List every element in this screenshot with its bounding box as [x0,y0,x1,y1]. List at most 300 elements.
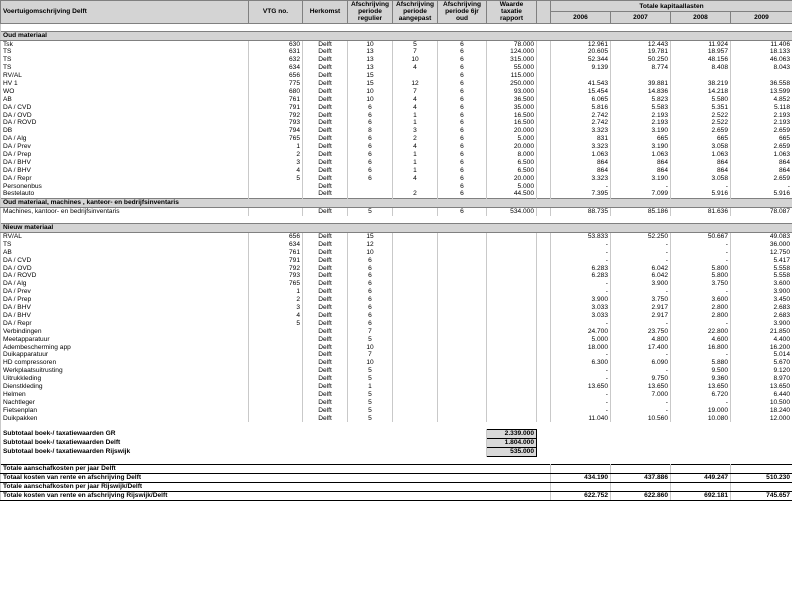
cell-herkomst: Delft [303,112,348,120]
cell-2007: 1.063 [611,151,671,159]
cell-herkomst: Delft [303,328,348,336]
cell-oud [438,407,487,415]
cell-2009: 665 [731,135,792,143]
cell-spacer [537,64,551,72]
blank-row [1,216,792,224]
cell-vtg-no [249,328,303,336]
cell-description: DA / BHV [1,312,249,320]
cell-2009: 5.417 [731,257,792,265]
cell-vtg-no: 4 [249,312,303,320]
cell-2009: - [731,183,792,191]
total-row [1,491,792,500]
cell-waarde [487,249,537,257]
cell-herkomst: Delft [303,48,348,56]
cell-oud [438,383,487,391]
cell-2007: 2.917 [611,304,671,312]
cell-spacer [537,367,551,375]
blank-cell [1,457,792,465]
cell-waarde [487,336,537,344]
table-row [1,96,792,104]
cell-aangepast [393,399,438,407]
cell-description: Bestelauto [1,190,249,198]
blank-row [1,422,792,430]
cell-vtg-no: 793 [249,119,303,127]
cell-waarde [487,265,537,273]
cell-waarde [487,383,537,391]
cell-2006: - [551,288,611,296]
cell-2006: 15.454 [551,88,611,96]
cell-2007: 2.193 [611,119,671,127]
cell-2008: 8.408 [671,64,731,72]
header-description: Voertuigomschrijving Delft [1,1,249,24]
cell-regulier: 13 [348,64,393,72]
cell-2006: 88.735 [551,208,611,216]
cell-oud [438,391,487,399]
cell-vtg-no [249,183,303,191]
table-row [1,127,792,135]
cell-2007: 3.190 [611,127,671,135]
cell-regulier: 15 [348,232,393,240]
total-label: Totale aanschafkosten per jaar Delft [1,465,551,474]
total-value: 510.230 [731,473,792,482]
cell-waarde: 5.000 [487,183,537,191]
subtotal-row [1,430,792,439]
total-value [551,482,611,491]
cell-2007: 52.250 [611,232,671,240]
cell-waarde [487,399,537,407]
cell-oud: 6 [438,80,487,88]
total-value [611,482,671,491]
table-row [1,135,792,143]
cell-2009: 4.400 [731,336,792,344]
section-header [1,224,792,233]
cell-2008: 22.800 [671,328,731,336]
cell-2006: 3.033 [551,304,611,312]
subtotal-value: 535.000 [487,448,537,457]
cell-vtg-no [249,407,303,415]
cell-2007: - [611,367,671,375]
cell-regulier: 6 [348,288,393,296]
cell-herkomst: Delft [303,249,348,257]
cell-aangepast [393,241,438,249]
cell-2006: 52.344 [551,56,611,64]
cell-2007: 9.750 [611,375,671,383]
cell-spacer [537,241,551,249]
cell-waarde: 6.500 [487,159,537,167]
cell-2006: 24.700 [551,328,611,336]
cell-vtg-no: 2 [249,151,303,159]
cell-2007: 50.250 [611,56,671,64]
cell-vtg-no: 775 [249,80,303,88]
cell-2009: 18.133 [731,48,792,56]
cell-waarde: 5.000 [487,135,537,143]
header-year: 2006 [551,12,611,23]
cell-regulier: 6 [348,272,393,280]
cell-2008: 2.522 [671,119,731,127]
cell-2008: 11.924 [671,40,731,48]
cell-spacer [537,167,551,175]
cell-oud: 6 [438,48,487,56]
table-row [1,232,792,240]
cell-2009: 13.599 [731,88,792,96]
cell-herkomst: Delft [303,151,348,159]
cell-vtg-no: 765 [249,135,303,143]
cell-2009: 5.670 [731,359,792,367]
cell-vtg-no: 630 [249,40,303,48]
cell-2006 [551,72,611,80]
cell-2008: 665 [671,135,731,143]
cell-2009: 4.852 [731,96,792,104]
cell-description: TS [1,56,249,64]
cell-oud [438,241,487,249]
cell-2008: 2.522 [671,112,731,120]
table-row [1,280,792,288]
cell-herkomst: Delft [303,175,348,183]
cell-aangepast [393,272,438,280]
cell-2008: 1.063 [671,151,731,159]
cell-2007: - [611,288,671,296]
cell-spacer [537,257,551,265]
cell-2009 [731,72,792,80]
cell-vtg-no: 792 [249,112,303,120]
cell-2007: 19.781 [611,48,671,56]
header-totale-kapitaallasten: Totale kapitaallasten [551,1,792,12]
header-vtg-no: VTG no. [249,1,303,24]
total-row [1,482,792,491]
cell-2007 [611,72,671,80]
cell-regulier: 10 [348,359,393,367]
table-row [1,64,792,72]
cell-2007: 85.186 [611,208,671,216]
blank-row [1,457,792,465]
cell-aangepast [393,359,438,367]
cell-aangepast [393,336,438,344]
cell-2009: 5.558 [731,272,792,280]
total-value: 622.860 [611,491,671,500]
cell-2007: 39.881 [611,80,671,88]
header-year: 2008 [671,12,731,23]
table-row [1,343,792,351]
cell-description: DA / ROVD [1,119,249,127]
cell-oud [438,414,487,422]
cell-2006: 3.323 [551,143,611,151]
cell-oud: 6 [438,167,487,175]
table-row [1,257,792,265]
cell-2009: 10.500 [731,399,792,407]
cell-spacer [537,159,551,167]
cell-vtg-no: 656 [249,72,303,80]
cell-vtg-no: 792 [249,265,303,273]
cell-regulier: 6 [348,143,393,151]
cell-herkomst: Delft [303,72,348,80]
cell-herkomst: Delft [303,280,348,288]
cell-oud [438,296,487,304]
cell-2006: 7.395 [551,190,611,198]
cell-aangepast [393,232,438,240]
cell-waarde [487,414,537,422]
cell-waarde: 55.000 [487,64,537,72]
cell-vtg-no [249,414,303,422]
blank-row [1,23,792,31]
cell-spacer [537,343,551,351]
cell-regulier: 13 [348,48,393,56]
cell-oud: 6 [438,64,487,72]
cell-2008: - [671,183,731,191]
cell-spacer [537,265,551,273]
cell-waarde: 78.000 [487,40,537,48]
cell-regulier: 6 [348,257,393,265]
cell-2008: 2.800 [671,312,731,320]
cell-2006: - [551,399,611,407]
cell-2008: 10.080 [671,414,731,422]
cell-2007: 6.090 [611,359,671,367]
cell-regulier: 5 [348,336,393,344]
cell-spacer [537,312,551,320]
cell-description: DA / Repr [1,320,249,328]
section-header [1,31,792,40]
cell-regulier: 6 [348,104,393,112]
cell-aangepast: 5 [393,40,438,48]
cell-description: Verbindingen [1,328,249,336]
cell-2006: - [551,375,611,383]
cell-oud: 6 [438,183,487,191]
cell-2006: 41.543 [551,80,611,88]
cell-spacer [537,391,551,399]
cell-waarde [487,343,537,351]
table-row [1,296,792,304]
cell-spacer [537,119,551,127]
cell-2009: 5.118 [731,104,792,112]
cell-2007: 5.823 [611,96,671,104]
cell-vtg-no: 2 [249,296,303,304]
total-value: 449.247 [671,473,731,482]
cell-aangepast: 4 [393,175,438,183]
cell-2009: 8.970 [731,375,792,383]
cell-herkomst: Delft [303,336,348,344]
cell-2008: 5.800 [671,265,731,273]
cell-herkomst: Delft [303,40,348,48]
cell-herkomst: Delft [303,399,348,407]
total-value [551,465,611,474]
total-label: Totale kosten van rente en afschrijving Rijswijk/Delft [1,491,551,500]
subtotal-row [1,439,792,448]
cell-herkomst: Delft [303,359,348,367]
table-row [1,249,792,257]
total-value [671,482,731,491]
table-row [1,312,792,320]
cell-vtg-no [249,336,303,344]
cell-herkomst: Delft [303,367,348,375]
cell-aangepast [393,343,438,351]
cell-regulier: 1 [348,383,393,391]
cell-2007: 6.042 [611,272,671,280]
cell-2007: 3.190 [611,143,671,151]
cell-2009: 78.087 [731,208,792,216]
subtotal-label: Subtotaal boek-/ taxatiewaarden GR [1,430,487,439]
cell-description: RV/AL [1,232,249,240]
cell-2008: - [671,320,731,328]
cell-spacer [537,249,551,257]
table-row [1,367,792,375]
cell-2009: 11.406 [731,40,792,48]
cell-description: RV/AL [1,72,249,80]
cell-description: Duikpakken [1,414,249,422]
cell-waarde: 115.000 [487,72,537,80]
cell-spacer [537,208,551,216]
cell-waarde: 124.000 [487,48,537,56]
cell-oud [438,272,487,280]
table-row [1,112,792,120]
table-row [1,399,792,407]
cell-aangepast: 1 [393,159,438,167]
cell-waarde: 16.500 [487,119,537,127]
cell-regulier: 6 [348,320,393,328]
section-header [1,199,792,208]
cell-waarde: 16.500 [487,112,537,120]
cell-2008: 3.750 [671,280,731,288]
cell-vtg-no: 794 [249,127,303,135]
cell-description: Machines, kantoor- en bedrijfsinventaris [1,208,249,216]
total-value: 692.181 [671,491,731,500]
cell-oud [438,304,487,312]
cell-2008: 5.880 [671,359,731,367]
cell-2009: 5.558 [731,265,792,273]
cell-spacer [537,407,551,415]
cell-2006: - [551,241,611,249]
cell-2008: 19.000 [671,407,731,415]
cell-oud [438,312,487,320]
cell-spacer [537,320,551,328]
cell-2006: - [551,257,611,265]
cell-aangepast: 4 [393,64,438,72]
table-row [1,159,792,167]
cell-2008: 864 [671,159,731,167]
cell-oud: 6 [438,151,487,159]
cell-description: AB [1,96,249,104]
cell-description: Fietsenplan [1,407,249,415]
cell-2006: - [551,280,611,288]
cell-2007: 7.000 [611,391,671,399]
cell-2007: 10.560 [611,414,671,422]
cell-2006: 11.040 [551,414,611,422]
cell-2009: 5.014 [731,351,792,359]
cell-oud: 6 [438,72,487,80]
cell-herkomst: Delft [303,190,348,198]
subtotal-label: Subtotaal boek-/ taxatiewaarden Delft [1,439,487,448]
cell-regulier: 10 [348,40,393,48]
cell-regulier: 6 [348,296,393,304]
cell-waarde [487,232,537,240]
cell-waarde: 35.000 [487,104,537,112]
cell-2009: 2.193 [731,112,792,120]
cell-2008: - [671,249,731,257]
cell-aangepast [393,288,438,296]
table-row [1,167,792,175]
total-label: Totale aanschafkosten per jaar Rijswijk/Delft [1,482,551,491]
cell-regulier: 10 [348,249,393,257]
cell-oud: 6 [438,104,487,112]
subtotal-value: 2.339.000 [487,430,537,439]
cell-vtg-no: 4 [249,167,303,175]
cell-herkomst: Delft [303,208,348,216]
cell-herkomst: Delft [303,96,348,104]
table-row [1,88,792,96]
cell-regulier: 7 [348,351,393,359]
blank-cell [1,216,792,224]
cell-herkomst: Delft [303,383,348,391]
cell-2006: 864 [551,167,611,175]
cell-oud: 6 [438,88,487,96]
blank-cell [537,439,792,448]
cell-vtg-no [249,391,303,399]
cell-description: DA / BHV [1,159,249,167]
cell-2006: - [551,183,611,191]
cell-2006: 1.063 [551,151,611,159]
cell-aangepast [393,265,438,273]
cell-oud [438,257,487,265]
cell-vtg-no [249,359,303,367]
cell-waarde: 20.000 [487,127,537,135]
cell-herkomst: Delft [303,159,348,167]
cell-2007: 665 [611,135,671,143]
cell-regulier: 10 [348,343,393,351]
cell-2006: 2.742 [551,119,611,127]
cell-herkomst: Delft [303,183,348,191]
cell-regulier: 10 [348,88,393,96]
cell-2008: 2.659 [671,127,731,135]
cell-spacer [537,190,551,198]
cell-description: DA / Repr [1,175,249,183]
cell-waarde: 534.000 [487,208,537,216]
table-row [1,241,792,249]
cell-spacer [537,175,551,183]
cell-aangepast: 1 [393,151,438,159]
cell-regulier: 6 [348,151,393,159]
section-title: Nieuw materiaal [1,224,792,233]
cell-2007: 3.190 [611,175,671,183]
cell-2009: 3.600 [731,280,792,288]
cell-regulier: 6 [348,280,393,288]
cell-herkomst: Delft [303,296,348,304]
cell-2007: - [611,257,671,265]
cell-2009: 8.043 [731,64,792,72]
cell-2008: 48.156 [671,56,731,64]
cell-2008: 5.800 [671,272,731,280]
cell-description: Personenbus [1,183,249,191]
cell-aangepast [393,414,438,422]
cell-2008: - [671,351,731,359]
cell-oud [438,288,487,296]
cell-2007: 2.917 [611,312,671,320]
cell-herkomst: Delft [303,343,348,351]
cell-2008: 6.720 [671,391,731,399]
total-label: Totaal kosten van rente en afschrijving Delft [1,473,551,482]
cell-description: DA / BHV [1,304,249,312]
table-row [1,304,792,312]
cell-2007: 3.900 [611,280,671,288]
cell-2006: - [551,407,611,415]
cell-regulier: 13 [348,56,393,64]
cell-2007: 864 [611,159,671,167]
cell-2007: 3.750 [611,296,671,304]
cell-oud [438,359,487,367]
cell-2009: 2.683 [731,312,792,320]
cell-2009: 3.900 [731,288,792,296]
cell-spacer [537,151,551,159]
table-row [1,288,792,296]
total-row [1,473,792,482]
cell-oud [438,336,487,344]
